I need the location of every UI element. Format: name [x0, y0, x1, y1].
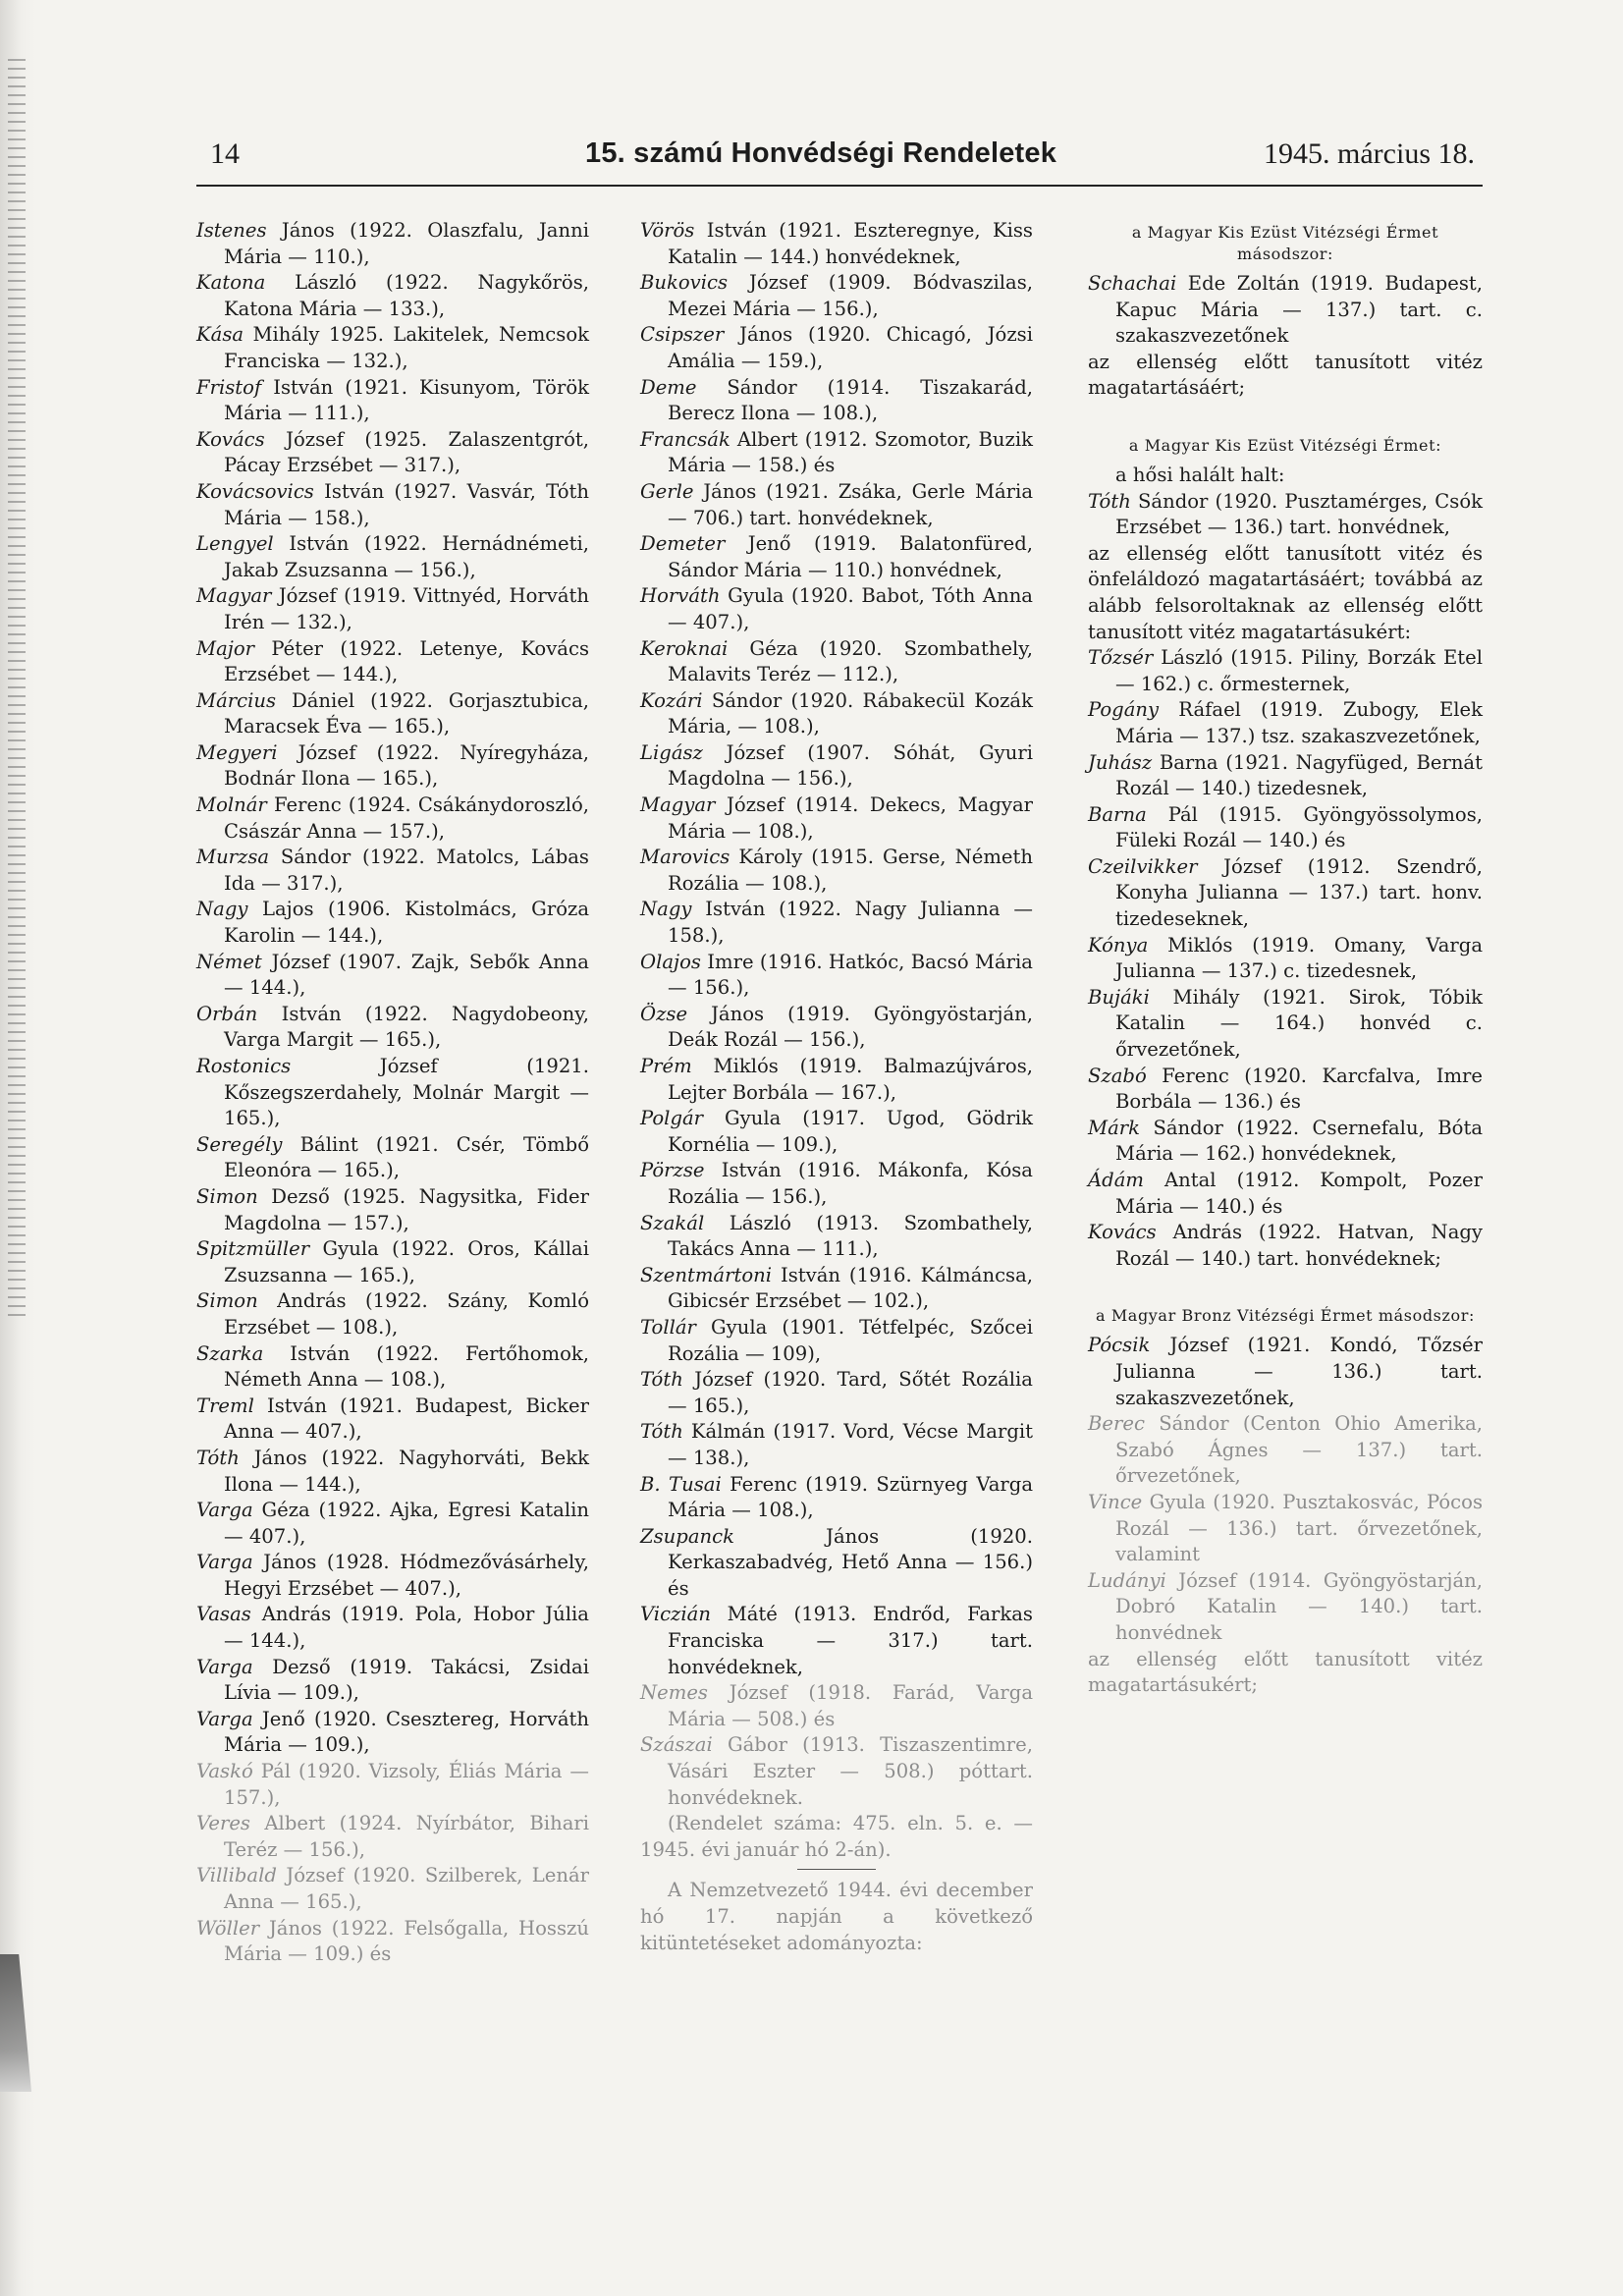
- person-surname: Katona: [196, 271, 266, 295]
- person-surname: Özse: [640, 1002, 688, 1025]
- publication-title: 15. számú Honvédségi Rendeletek: [585, 137, 1057, 169]
- person-details: Gyula (1920. Pusztakosvác, Pócos Rozál — 136.) tart. őrvezetőnek, valamint: [1115, 1490, 1483, 1566]
- list-item: [1088, 1168, 1483, 1220]
- award-heading-3: a Magyar Bronz Vitézségi Érmet másodszor:: [1096, 1306, 1475, 1326]
- list-item: [196, 218, 589, 270]
- list-item: [196, 1707, 589, 1759]
- column-left: [196, 218, 589, 1968]
- list-item: [196, 636, 589, 688]
- person-details: László (1913. Szombathely, Takács Anna — 111.),: [668, 1211, 1033, 1261]
- person-details: András (1922. Szány, Komló Erzsébet — 108.),: [224, 1289, 589, 1339]
- person-details: Károly (1915. Gerse, Németh Rozália — 108.),: [668, 846, 1033, 895]
- person-surname: Molnár: [196, 793, 267, 817]
- person-surname: Keroknai: [640, 636, 729, 660]
- person-surname: Barna: [1088, 802, 1147, 826]
- list-item: [196, 1550, 589, 1602]
- list-item: [640, 1002, 1033, 1054]
- person-details: Máté (1913. Endrőd, Farkas Franciska — 317.) tart. honvédeknek,: [668, 1603, 1033, 1678]
- person-details: Miklós (1919. Omany, Varga Julianna — 137.) c. tizedesnek,: [1115, 933, 1483, 983]
- decree-note: (Rendelet száma: 475. eln. 5. e. — 1945. évi január hó 2-án).: [640, 1812, 1033, 1861]
- person-details: János (1920. Kerkaszabadvég, Hető Anna — 156.) és: [668, 1524, 1033, 1600]
- person-details: Ferenc (1920. Karcfalva, Imre Borbála — 136.) és: [1115, 1064, 1483, 1114]
- list-item: [1088, 1490, 1483, 1568]
- person-details: József (1918. Farád, Varga Mária — 508.) és: [668, 1681, 1034, 1730]
- person-details: Barna (1921. Nagyfüged, Bernát Rozál — 140.) tizedesnek,: [1115, 750, 1483, 800]
- person-details: Ferenc (1919. Szürnyeg Varga Mária — 108.),: [668, 1472, 1033, 1522]
- person-details: Pál (1915. Gyöngyössolymos, Füleki Rozál — 140.) és: [1115, 802, 1483, 852]
- person-surname: Spitzmüller: [196, 1237, 310, 1261]
- award-heading-1: a Magyar Kis Ezüst Vitézségi Érmet másodszor:: [1131, 223, 1439, 263]
- person-details: József (1920. Tard, Sőtét Rozália — 165.),: [668, 1368, 1033, 1417]
- list-item: [196, 1054, 589, 1132]
- person-surname: Rostonics: [196, 1055, 292, 1077]
- column-middle: [640, 218, 1033, 1956]
- list-item: [1088, 1568, 1483, 1647]
- award-reason-2: az ellenség előtt tanusított vitéz és önfeláldozó magatartásáért; továbbá az alább felsoroltaknak az ellenség előtt tanusított vitéz magatartásukért:: [1088, 541, 1483, 643]
- person-surname: Viczián: [640, 1603, 711, 1626]
- person-details: János (1921. Zsáka, Gerle Mária — 706.) tart. honvédeknek,: [668, 479, 1034, 529]
- person-details: Pál (1920. Vizsoly, Éliás Mária — 157.),: [224, 1760, 589, 1809]
- person-details: Ferenc (1924. Csákánydoroszló, Császár Anna — 157.),: [224, 793, 589, 843]
- person-details: József (1914. Gyöngyöstarján, Dobró Katalin — 140.) tart. honvédnek: [1115, 1568, 1483, 1644]
- list-item: [640, 1524, 1033, 1603]
- person-details: Miklós (1919. Balmazújváros, Lejter Borbála — 167.),: [668, 1055, 1033, 1104]
- person-surname: Tóth: [640, 1420, 683, 1444]
- list-item: [640, 270, 1033, 322]
- list-item: [1088, 802, 1483, 854]
- person-surname: Zsupanck: [640, 1524, 734, 1548]
- person-surname: Kovácsovics: [196, 479, 314, 503]
- person-details: Albert (1912. Szomotor, Buzik Mária — 158.) és: [668, 427, 1033, 477]
- list-item: [196, 479, 589, 531]
- person-details: Sándor (1922. Csernefalu, Bóta Mária — 162.) honvédeknek,: [1115, 1116, 1484, 1166]
- person-surname: Varga: [196, 1551, 253, 1574]
- person-details: István (1921. Eszteregnye, Kiss Katalin — 144.) honvédeknek,: [668, 219, 1033, 268]
- list-item: [196, 1341, 589, 1394]
- list-item: [640, 427, 1033, 479]
- person-surname: Francsák: [640, 427, 730, 451]
- list-item: [196, 427, 589, 479]
- list-item: [640, 1315, 1033, 1367]
- list-item: [196, 1184, 589, 1236]
- person-details: Sándor (Centon Ohio Amerika, Szabó Ágnes — 137.) tart. őrvezetőnek,: [1115, 1412, 1483, 1488]
- person-details: József (1922. Nyíregyháza, Bodnár Ilona — 165.),: [224, 740, 589, 791]
- person-surname: Ludányi: [1088, 1568, 1166, 1592]
- binding-stitch-marks: [8, 59, 26, 1316]
- person-details: István (1921. Kisunyom, Török Mária — 111.),: [224, 375, 589, 425]
- person-surname: Vince: [1088, 1490, 1143, 1513]
- person-surname: Vaskó: [196, 1760, 253, 1783]
- person-details: András (1922. Hatvan, Nagy Rozál — 140.) tart. honvédeknek;: [1115, 1221, 1483, 1270]
- person-surname: Simon: [196, 1184, 258, 1208]
- list-item: [196, 322, 589, 374]
- list-item: [196, 740, 589, 793]
- person-surname: Kovács: [196, 427, 265, 451]
- person-surname: Prém: [640, 1055, 692, 1077]
- person-surname: Varga: [196, 1499, 253, 1522]
- person-surname: Wöller: [196, 1916, 260, 1940]
- list-item: [196, 688, 589, 740]
- award-intro-2: a hősi halált halt:: [1115, 463, 1285, 486]
- person-details: József (1909. Bódvaszilas, Mezei Mária — 156.),: [668, 271, 1033, 320]
- list-item: [640, 1367, 1033, 1419]
- list-item: [1088, 1333, 1483, 1411]
- person-surname: Szakál: [640, 1211, 705, 1234]
- person-details: József (1907. Sóhát, Gyuri Magdolna — 156.),: [668, 740, 1033, 791]
- person-details: Péter (1922. Letenye, Kovács Erzsébet — 144.),: [224, 636, 590, 686]
- person-surname: Szentmártoni: [640, 1263, 773, 1286]
- list-item: [196, 845, 589, 897]
- award-reason-4: az ellenség előtt tanusított vitéz magatartásukért;: [1088, 1647, 1483, 1697]
- section-divider: [797, 1869, 876, 1870]
- list-item: [1088, 1220, 1483, 1272]
- page-corner-tab: [0, 1954, 31, 2092]
- list-item: [196, 1236, 589, 1288]
- list-item: [196, 950, 589, 1002]
- person-details: Gyula (1922. Oros, Kállai Zsuzsanna — 165.),: [224, 1237, 589, 1286]
- list-item: [640, 1680, 1033, 1732]
- scan-binding-edge: [0, 0, 35, 2296]
- person-details: József (1907. Zajk, Sebők Anna — 144.),: [224, 950, 589, 1000]
- list-item: [640, 1054, 1033, 1106]
- person-surname: Szabó: [1088, 1064, 1147, 1087]
- person-details: János (1920. Chicagó, Józsi Amália — 159.),: [668, 323, 1034, 372]
- person-details: István (1927. Vasvár, Tóth Mária — 158.),: [224, 479, 589, 529]
- list-item: [196, 1655, 589, 1707]
- person-details: Gábor (1913. Tiszaszentimre, Vásári Eszter — 508.) póttart. honvédeknek.: [668, 1733, 1033, 1809]
- person-surname: Murzsa: [196, 846, 270, 869]
- person-surname: Polgár: [640, 1107, 704, 1130]
- list-item: [1088, 1116, 1483, 1168]
- person-surname: Német: [196, 950, 262, 973]
- person-surname: Treml: [196, 1394, 254, 1417]
- page-number: 14: [210, 137, 240, 170]
- person-surname: Szarka: [196, 1341, 264, 1365]
- person-surname: Horváth: [640, 584, 721, 608]
- person-surname: Villibald: [196, 1864, 277, 1887]
- person-details: Lajos (1906. Kistolmács, Gróza Karolin — 144.),: [224, 898, 590, 948]
- person-details: Géza (1922. Ajka, Egresi Katalin — 407.),: [224, 1499, 589, 1548]
- person-details: Gyula (1917. Ugod, Gödrik Kornélia — 109.),: [668, 1107, 1033, 1156]
- list-item: [640, 583, 1033, 635]
- award-list-3: [1088, 645, 1483, 1272]
- person-surname: Fristof: [196, 375, 262, 399]
- person-details: László (1922. Nagykőrös, Katona Mária — 133.),: [224, 271, 589, 320]
- person-details: Jenő (1919. Balatonfüred, Sándor Mária — 110.) honvédnek,: [668, 532, 1034, 581]
- person-surname: Nagy: [196, 898, 248, 921]
- person-details: Ráfael (1919. Zubogy, Elek Mária — 137.) tsz. szakaszvezetőnek,: [1115, 698, 1483, 747]
- award-announcement: A Nemzetvezető 1944. évi december hó 17. napján a következő kitüntetéseket adományozta:: [640, 1879, 1033, 1954]
- person-surname: Tóth: [196, 1446, 240, 1469]
- person-details: József (1925. Zalaszentgrót, Pácay Erzsébet — 317.),: [224, 427, 589, 477]
- list-item: [196, 1288, 589, 1340]
- person-surname: Március: [196, 688, 277, 712]
- award-heading-2: a Magyar Kis Ezüst Vitézségi Érmet:: [1128, 435, 1442, 455]
- person-surname: Demeter: [640, 532, 726, 556]
- person-details: Kálmán (1917. Vord, Vécse Margit — 138.),: [668, 1420, 1033, 1469]
- list-item: [640, 375, 1033, 427]
- list-item: [1088, 645, 1483, 697]
- person-surname: Kónya: [1088, 933, 1149, 957]
- person-surname: Vörös: [640, 219, 695, 242]
- person-details: István (1922. Fertőhomok, Németh Anna — 108.),: [224, 1341, 589, 1392]
- person-surname: Szászai: [640, 1733, 713, 1757]
- person-surname: Pörzse: [640, 1159, 705, 1182]
- person-details: András (1919. Pola, Hobor Júlia — 144.),: [224, 1603, 589, 1653]
- person-surname: Lengyel: [196, 532, 274, 556]
- list-item: [1088, 1411, 1483, 1490]
- person-details: József (1912. Szendrő, Konyha Julianna — 137.) tart. honv. tizedeseknek,: [1115, 854, 1484, 931]
- person-surname: Varga: [196, 1707, 253, 1730]
- person-surname: Ligász: [640, 740, 703, 764]
- person-surname: Deme: [640, 375, 697, 399]
- list-item: [1088, 985, 1483, 1064]
- person-surname: Seregély: [196, 1132, 283, 1156]
- person-surname: Nagy: [640, 898, 692, 921]
- person-surname: Tóth: [640, 1368, 683, 1392]
- person-details: István (1916. Mákonfa, Kósa Rozália — 156.),: [668, 1159, 1033, 1208]
- person-details: József (1921. Kőszegszerdahely, Molnár Margit — 165.),: [224, 1055, 589, 1130]
- person-details: István (1922. Nagydobeony, Varga Margit — 165.),: [224, 1002, 589, 1052]
- person-details: Dezső (1919. Takácsi, Zsidai Lívia — 109.),: [224, 1655, 589, 1705]
- list-item: [196, 1498, 589, 1550]
- list-item: [640, 322, 1033, 374]
- person-surname: Berec: [1088, 1412, 1145, 1436]
- person-details: Sándor (1914. Tiszakarád, Berecz Ilona — 108.),: [668, 375, 1033, 425]
- list-item: [196, 1602, 589, 1654]
- list-item: [640, 1472, 1033, 1524]
- person-surname: Istenes: [196, 219, 267, 242]
- person-surname: Czeilvikker: [1088, 854, 1198, 878]
- issue-date: 1945. március 18.: [1264, 137, 1475, 170]
- person-details: Dániel (1922. Gorjasztubica, Maracsek Éva — 165.),: [224, 688, 589, 738]
- award-reason-1: az ellenség előtt tanusított vitéz magatartásáért;: [1088, 350, 1483, 400]
- person-details: József (1921. Kondó, Tőzsér Julianna — 136.) tart. szakaszvezetőnek,: [1115, 1334, 1483, 1409]
- person-surname: Márk: [1088, 1116, 1140, 1139]
- list-item: [1088, 750, 1483, 802]
- person-details: József (1914. Dekecs, Magyar Mária — 108.),: [668, 793, 1033, 843]
- list-item: [640, 479, 1033, 531]
- person-details: Bálint (1921. Csér, Tömbő Eleonóra — 165.),: [224, 1132, 590, 1182]
- person-surname: Csipszer: [640, 323, 725, 347]
- person-surname: Vasas: [196, 1603, 251, 1626]
- list-item: [640, 845, 1033, 897]
- list-item: [196, 793, 589, 845]
- list-item: [1088, 697, 1483, 749]
- person-surname: Simon: [196, 1289, 258, 1313]
- person-details: Sándor (1922. Matolcs, Lábas Ida — 317.),: [224, 846, 589, 895]
- person-surname: Bukovics: [640, 271, 729, 295]
- person-surname: Kozári: [640, 688, 703, 712]
- person-surname: Major: [196, 636, 254, 660]
- person-details: János (1922. Olaszfalu, Janni Mária — 110.),: [224, 219, 589, 268]
- person-details: János (1922. Nagyhorváti, Bekk Ilona — 144.),: [224, 1446, 590, 1496]
- list-item: [1088, 1064, 1483, 1116]
- person-details: Géza (1920. Szombathely, Malavits Teréz — 112.),: [668, 636, 1034, 686]
- person-surname: Orbán: [196, 1002, 258, 1025]
- list-item: [640, 688, 1033, 740]
- person-surname: B. Tusai: [640, 1472, 722, 1496]
- person-details: Jenő (1920. Csesztereg, Horváth Mária — 109.),: [224, 1707, 589, 1757]
- list-item: Schachai Ede Zoltán (1919. Budapest, Kapuc Mária — 137.) tart. c. szakaszvezetőnek: [1088, 272, 1483, 348]
- list-item: [640, 793, 1033, 845]
- person-details: József (1919. Vittnyéd, Horváth Irén — 132.),: [224, 584, 589, 633]
- list-item: [640, 531, 1033, 583]
- person-surname: Bujáki: [1088, 985, 1150, 1009]
- award-list-4: [1088, 1333, 1483, 1646]
- list-item: [640, 218, 1033, 270]
- person-surname: Kása: [196, 323, 244, 347]
- list-item: [640, 1263, 1033, 1315]
- list-item: [1088, 854, 1483, 933]
- person-surname: Pócsik: [1088, 1334, 1151, 1357]
- person-details: Sándor (1920. Rábakecül Kozák Mária, — 108.),: [668, 688, 1033, 738]
- list-item: [640, 950, 1033, 1002]
- person-details: Antal (1912. Kompolt, Pozer Mária — 140.) és: [1115, 1169, 1483, 1218]
- person-details: Mihály (1921. Sirok, Tóbik Katalin — 164.) honvéd c. őrvezetőnek,: [1115, 985, 1483, 1062]
- list-item: [640, 897, 1033, 949]
- person-surname: Veres: [196, 1812, 250, 1835]
- person-surname: Magyar: [640, 793, 716, 817]
- list-item: [640, 636, 1033, 688]
- list-item: [196, 1002, 589, 1054]
- list-item: [640, 1158, 1033, 1210]
- person-surname: Juhász: [1088, 750, 1153, 774]
- list-item: [196, 1394, 589, 1446]
- list-item: [640, 1106, 1033, 1158]
- person-surname: Tollár: [640, 1315, 696, 1339]
- list-item: [640, 1602, 1033, 1680]
- person-surname: Nemes: [640, 1681, 708, 1705]
- person-surname: Megyeri: [196, 740, 278, 764]
- person-details: János (1928. Hódmezővásárhely, Hegyi Erzsébet — 407.),: [224, 1551, 589, 1600]
- person-details: István (1922. Hernádnémeti, Jakab Zsuzsanna — 156.),: [224, 532, 589, 581]
- list-item: [1088, 933, 1483, 985]
- person-details: Albert (1924. Nyírbátor, Bihari Teréz — 156.),: [224, 1812, 590, 1861]
- person-surname: Gerle: [640, 479, 694, 503]
- person-details: János (1919. Gyöngyöstarján, Deák Rozál — 156.),: [668, 1002, 1033, 1052]
- person-details: Dezső (1925. Nagysitka, Fider Magdolna — 157.),: [224, 1184, 589, 1234]
- list-item: [196, 897, 589, 949]
- person-surname: Kovács: [1088, 1221, 1157, 1244]
- list-item: [196, 531, 589, 583]
- person-details: Gyula (1920. Babot, Tóth Anna — 407.),: [668, 584, 1033, 633]
- person-surname: Varga: [196, 1655, 253, 1678]
- person-details: Imre (1916. Hatkóc, Bacsó Mária — 156.),: [668, 950, 1033, 1000]
- person-details: Gyula (1901. Tétfelpéc, Szőcei Rozália — 109),: [668, 1315, 1033, 1365]
- list-item: [196, 375, 589, 427]
- person-details: István (1922. Nagy Julianna — 158.),: [668, 898, 1033, 948]
- list-item: [640, 1211, 1033, 1263]
- person-surname: Tőzsér: [1088, 646, 1154, 670]
- list-item: [196, 1759, 589, 1811]
- person-surname: Marovics: [640, 846, 730, 869]
- list-item: [640, 740, 1033, 793]
- person-surname: Magyar: [196, 584, 272, 608]
- person-surname: Olajos: [640, 950, 701, 973]
- person-surname: Pogány: [1088, 698, 1160, 722]
- list-item: [196, 583, 589, 635]
- list-item: [640, 1419, 1033, 1471]
- column-right: [1088, 218, 1483, 1699]
- person-details: László (1915. Piliny, Borzák Etel — 162.) c. őrmesternek,: [1115, 646, 1483, 695]
- list-item: [196, 1446, 589, 1498]
- person-surname: Ádám: [1088, 1169, 1144, 1191]
- person-details: Mihály 1925. Lakitelek, Nemcsok Franciska — 132.),: [224, 323, 589, 372]
- person-details: József (1920. Szilberek, Lenár Anna — 165.),: [224, 1864, 589, 1913]
- person-details: István (1921. Budapest, Bicker Anna — 407.),: [224, 1394, 589, 1444]
- person-details: István (1916. Kálmáncsa, Gibicsér Erzsébet — 102.),: [668, 1263, 1034, 1313]
- list-item: [196, 1863, 589, 1915]
- list-item: [196, 270, 589, 322]
- list-item: [640, 1732, 1033, 1811]
- person-details: János (1922. Felsőgalla, Hosszú Mária — 109.) és: [224, 1916, 589, 1966]
- list-item: [196, 1811, 589, 1863]
- list-item: Tóth Sándor (1920. Pusztamérges, Csók Erzsébet — 136.) tart. honvédnek,: [1088, 489, 1483, 539]
- list-item: [196, 1916, 589, 1968]
- page-header: [196, 137, 1483, 187]
- list-item: [196, 1132, 589, 1184]
